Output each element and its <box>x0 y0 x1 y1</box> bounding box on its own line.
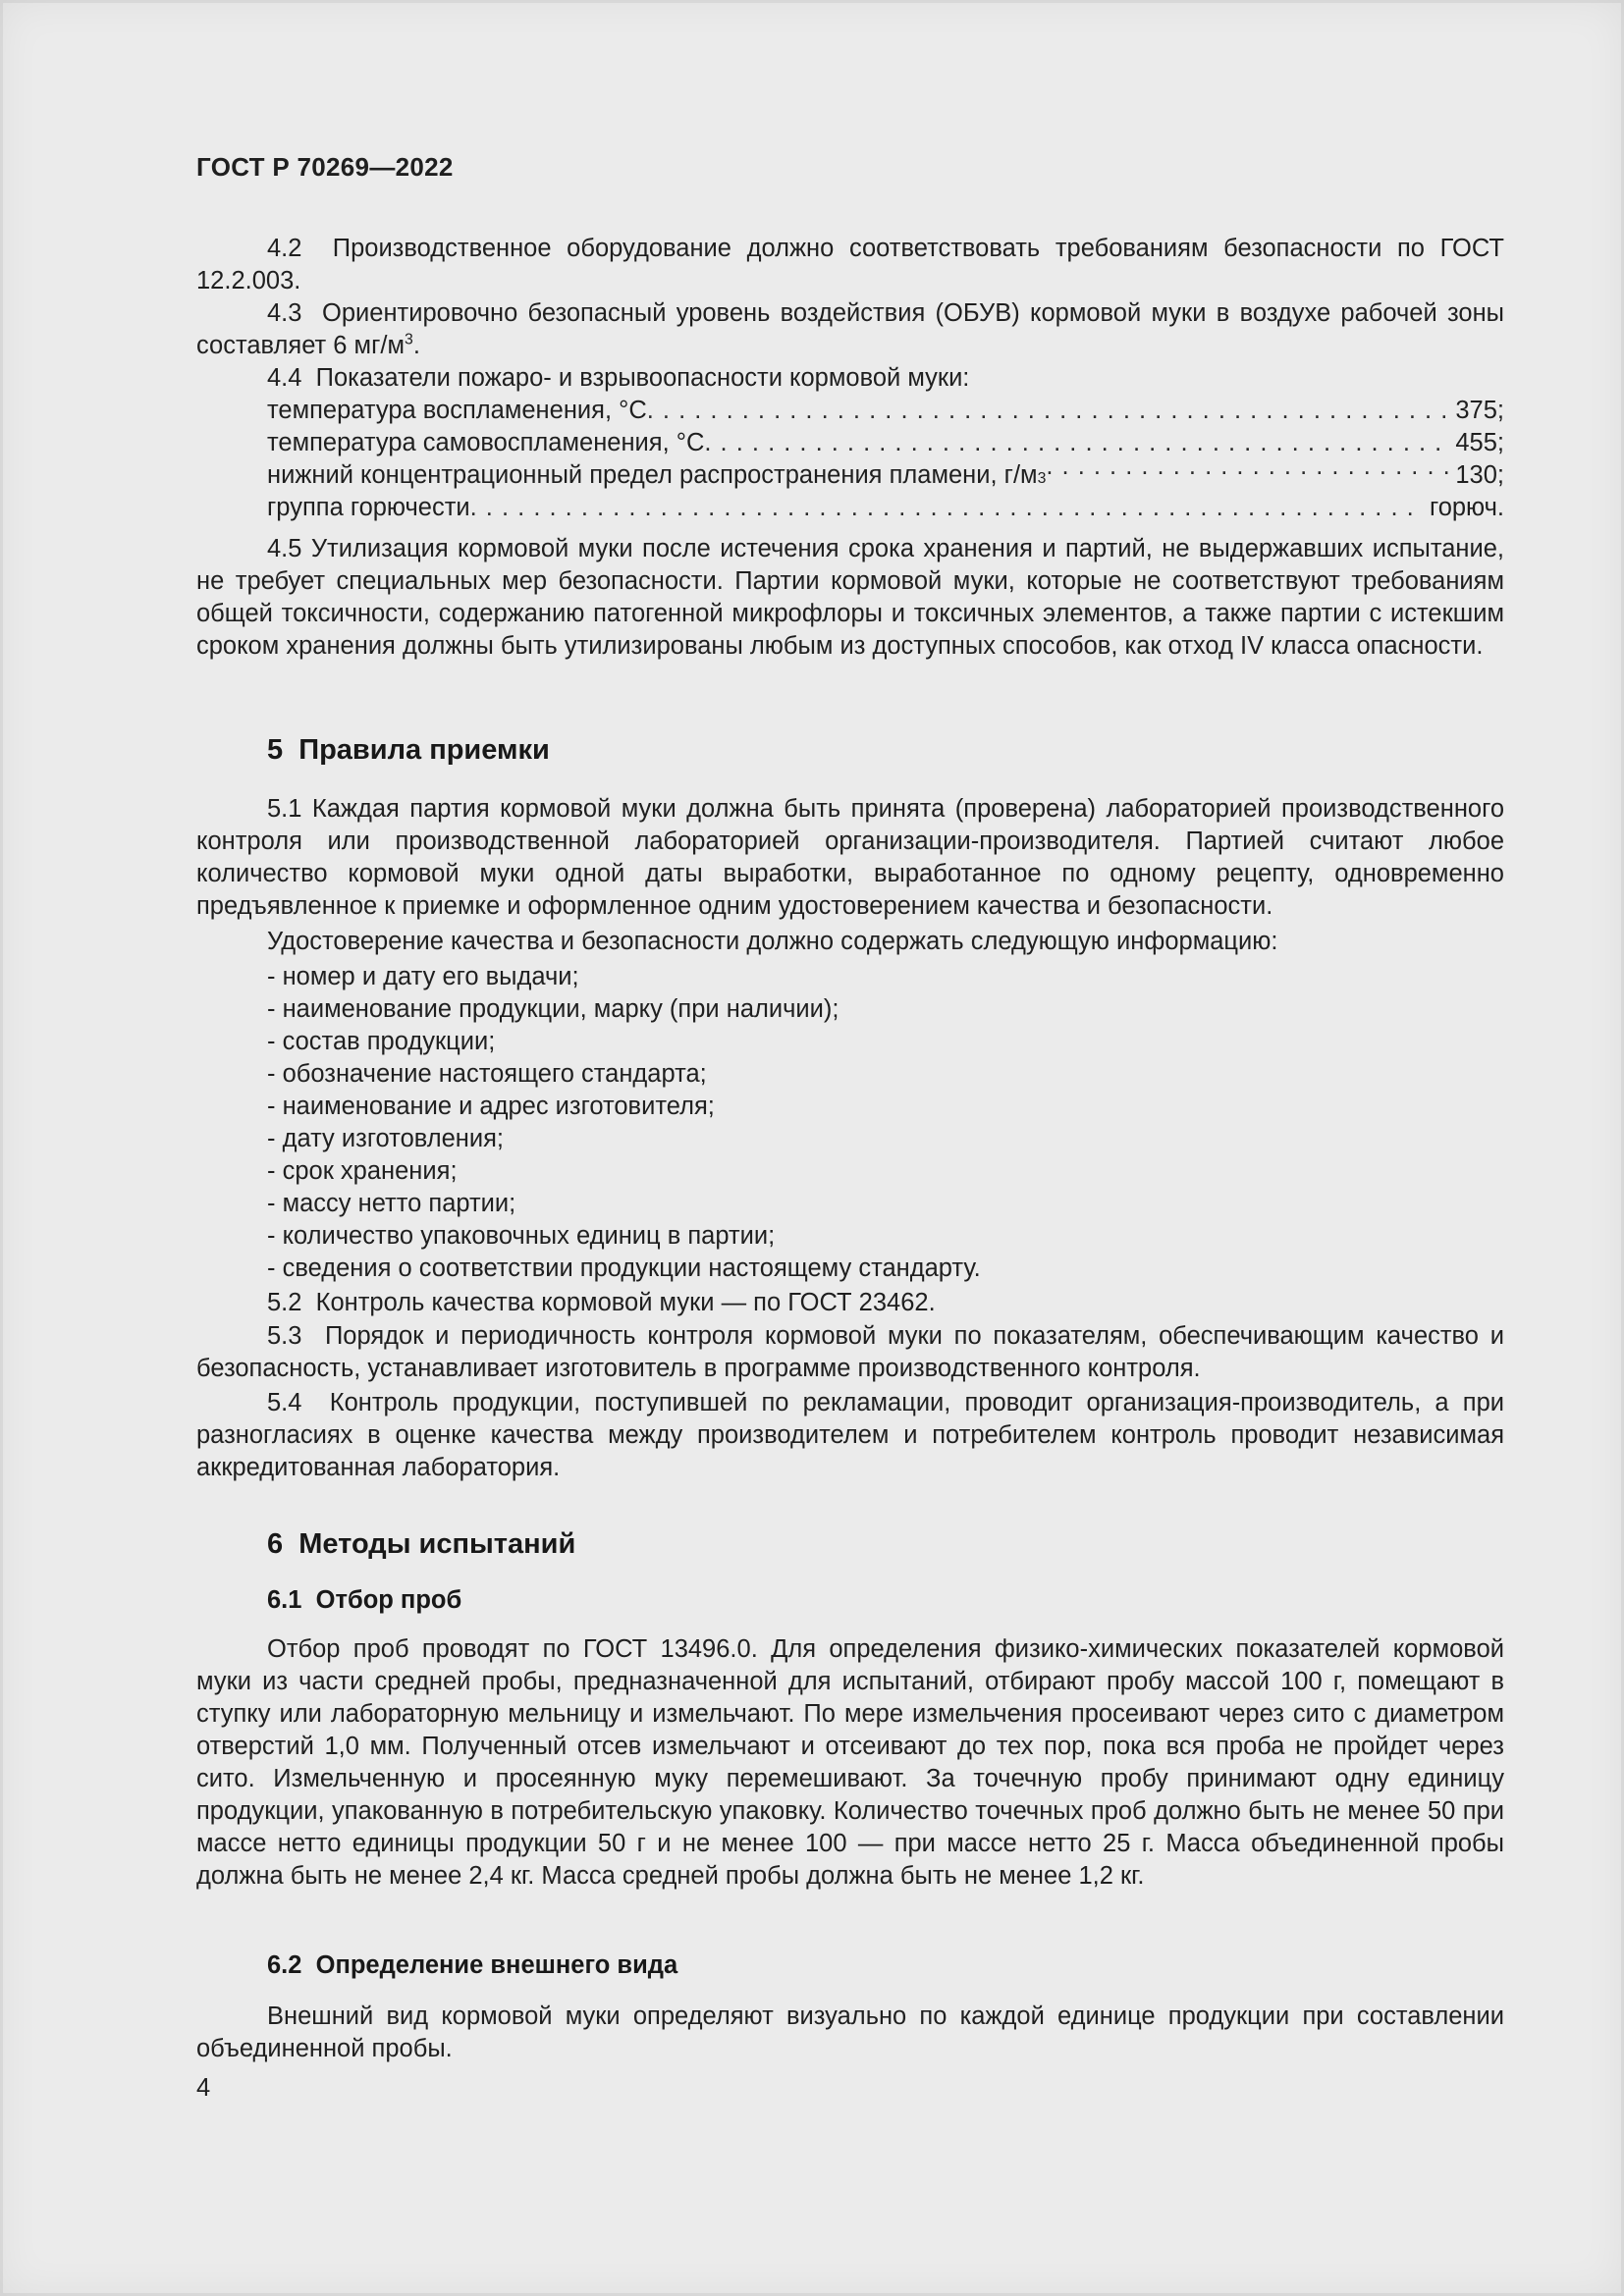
spec-value: 455; <box>1455 429 1504 456</box>
list-item: - массу нетто партии; <box>267 1190 516 1217</box>
list-item: - дату изготовления; <box>267 1125 504 1152</box>
fire-hazard-spec-list <box>196 395 1504 524</box>
spec-value: 375; <box>1455 397 1504 424</box>
list-item: - обозначение настоящего стандарта; <box>267 1060 707 1088</box>
page-number: 4 <box>196 2074 211 2102</box>
spec-value: горюч. <box>1429 494 1504 521</box>
spec-label: нижний концентрационный предел распространения пламени, г/м <box>267 461 1038 489</box>
list-item: - наименование продукции, марку (при наличии); <box>267 995 839 1023</box>
clause-5-1-certificate-intro: Удостоверение качества и безопасности должно содержать следующую информацию: <box>267 928 1278 955</box>
clause-5-3: 5.3 Порядок и периодичность контроля кормовой муки по показателям, обеспечивающим качество и безопасность, устанавливает изготовитель в программе производственного контроля. <box>196 1322 1504 1382</box>
dot-leader <box>470 492 1425 524</box>
dot-leader <box>704 427 1450 459</box>
page-header: ГОСТ Р 70269—2022 <box>196 152 454 182</box>
spec-label: температура воспламенения, °С <box>267 397 647 424</box>
superscript-3: 3 <box>405 331 413 348</box>
list-item: - состав продукции; <box>267 1028 496 1055</box>
list-item: - количество упаковочных единиц в партии; <box>267 1222 776 1250</box>
spec-row-autoignition-temp <box>196 427 1504 459</box>
section-6-heading: 6 Методы испытаний <box>267 1528 576 1560</box>
list-item: - срок хранения; <box>267 1157 458 1185</box>
clause-5-4: 5.4 Контроль продукции, поступившей по рекламации, проводит организация-производитель, а при разногласиях в оценке качества между производителем и потребителем контроль проводит независимая аккредитованная лаборатория. <box>196 1389 1504 1481</box>
spec-value: 130; <box>1455 461 1504 489</box>
list-item: - наименование и адрес изготовителя; <box>267 1093 715 1120</box>
clause-4-2: 4.2 Производственное оборудование должно соответствовать требованиям безопасности по ГОСТ 12.2.003. <box>196 235 1504 294</box>
clause-4-4-intro: 4.4 Показатели пожаро- и взрывоопасности кормовой муки: <box>267 364 970 392</box>
dot-leader <box>647 395 1451 427</box>
section-5-heading: 5 Правила приемки <box>267 734 550 766</box>
spec-row-ignition-temp <box>196 395 1504 427</box>
clause-5-2: 5.2 Контроль качества кормовой муки — по ГОСТ 23462. <box>267 1289 936 1316</box>
clause-4-3-tail: . <box>412 332 420 359</box>
subsection-6-2-heading: 6.2 Определение внешнего вида <box>267 1951 678 1979</box>
dot-leader <box>1046 459 1450 492</box>
clause-6-2: Внешний вид кормовой муки определяют визуально по каждой единице продукции при составлении объединенной пробы. <box>196 2002 1504 2062</box>
spec-label: температура самовоспламенения, °С <box>267 429 705 456</box>
list-item: - сведения о соответствии продукции настоящему стандарту. <box>267 1255 981 1282</box>
clause-6-1: Отбор проб проводят по ГОСТ 13496.0. Для определения физико-химических показателей кормовой муки из части средней пробы, предназначенной для испытаний, отбирают пробу массой 100 г, помещают в ступку или лабораторную мельницу и измельчают. По мере измельчения просеивают через сито с диаметром отверстий 1,0 мм. Полученный отсев измельчают и отсеивают до тех пор, пока вся проба не пройдет через сито. Измельченную и просеянную муку перемешивают. За точечную пробу принимают одну единицу продукции, упакованную в потребительскую упаковку. Количество точечных проб должно быть не менее 50 при массе нетто единицы продукции 50 г и не менее 100 — при массе нетто 25 г. Масса объединенной пробы должна быть не менее 2,4 кг. Масса средней пробы должна быть не менее 1,2 кг. <box>196 1635 1504 1890</box>
spec-label: группа горючести <box>267 494 470 521</box>
subsection-6-1-heading: 6.1 Отбор проб <box>267 1586 462 1614</box>
certificate-info-list <box>196 961 1504 1285</box>
spec-row-lower-flame-limit: нижний концентрационный предел распространения пламени, г/м 3 . . . 130; <box>196 459 1504 492</box>
clause-4-3-text: 4.3 Ориентировочно безопасный уровень воздействия (ОБУВ) кормовой муки в воздухе рабочей зоны составляет 6 мг/м <box>196 299 1504 359</box>
clause-4-5: 4.5 Утилизация кормовой муки после истечения срока хранения и партий, не выдержавших испытание, не требует специальных мер безопасности. Партии кормовой муки, которые не соответствуют требованиям общей токсичности, содержанию патогенной микрофлоры и токсичных элементов, а также партии с истекшим сроком хранения должны быть утилизированы любым из доступных способов, как отход IV класса опасности. <box>196 535 1504 660</box>
spec-row-combustibility-group <box>196 492 1504 524</box>
list-item: - номер и дату его выдачи; <box>267 963 579 990</box>
clause-4-3 <box>196 297 1504 362</box>
clause-5-1: 5.1 Каждая партия кормовой муки должна быть принята (проверена) лабораторией производственного контроля или производственной лабораторией организации-производителя. Партией считают любое количество кормовой муки одной даты выработки, выработанное по одному рецепту, одновременно предъявленное к приемке и оформленное одним удостоверением качества и безопасности. <box>196 795 1504 920</box>
